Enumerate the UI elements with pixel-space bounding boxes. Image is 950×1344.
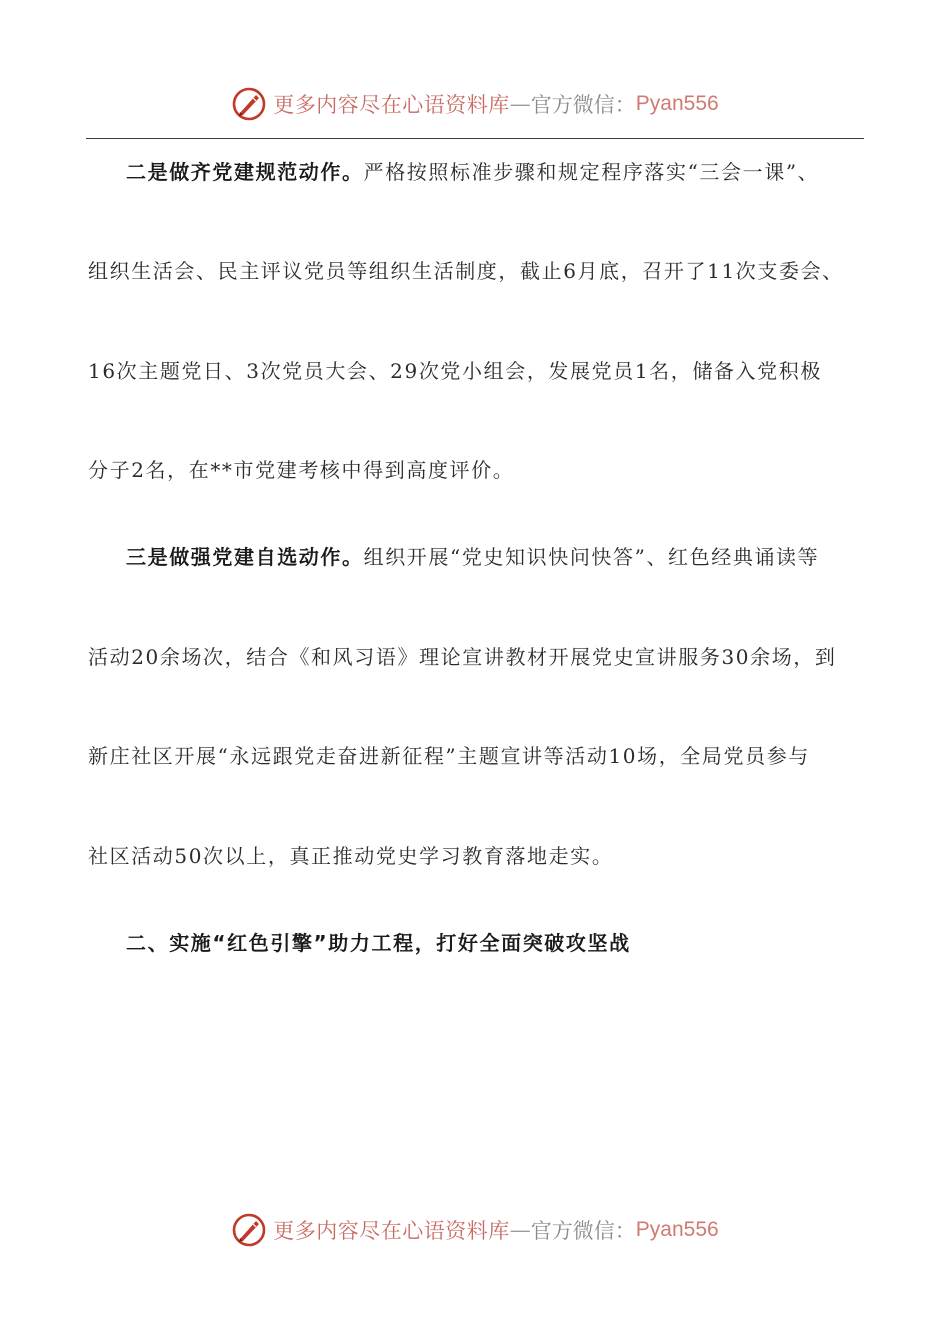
header-watermark (0, 82, 950, 126)
watermark-wechat-id: Pyan556 (635, 1218, 719, 1241)
para1-lead: 二是做齐党建规范动作。 (126, 160, 364, 184)
para2-lead: 三是做强党建自选动作。 (126, 545, 364, 569)
watermark-separator: — (509, 1218, 531, 1242)
watermark-brand-text: 更多内容尽在心语资料库 (273, 1219, 510, 1243)
para1-line1-rest: 严格按照标准步骤和规定程序落实“三会一课”、 (363, 160, 820, 184)
watermark-wechat-label: 官方微信： (530, 93, 636, 117)
watermark-separator: — (509, 92, 531, 116)
quill-pen-icon (231, 1212, 267, 1248)
footer-watermark (0, 1208, 950, 1252)
para1-line3: 16次主题党日、3次党员大会、29次党小组会，发展党员1名，储备入党积极 (88, 359, 822, 383)
watermark-brand-text: 更多内容尽在心语资料库 (273, 93, 510, 117)
para1-line1 (126, 157, 864, 187)
para1-line4: 分子2名，在**市党建考核中得到高度评价。 (88, 458, 515, 482)
para2-line1 (126, 542, 864, 572)
header-divider (86, 138, 864, 139)
watermark-wechat-label: 官方微信： (530, 1219, 636, 1243)
para2-line2: 活动20余场次，结合《和风习语》理论宣讲教材开展党史宣讲服务30余场，到 (88, 645, 837, 669)
quill-pen-icon (231, 86, 267, 122)
watermark-wechat-id: Pyan556 (635, 92, 719, 115)
para2-line4: 社区活动50次以上，真正推动党史学习教育落地走实。 (88, 844, 614, 868)
para1-line2: 组织生活会、民主评议党员等组织生活制度，截止6月底，召开了11次支委会、 (88, 259, 844, 283)
para2-line1-rest: 组织开展“党史知识快问快答”、红色经典诵读等 (363, 545, 820, 569)
section-heading: 二、实施“红色引擎”助力工程，打好全面突破攻坚战 (126, 931, 631, 955)
para2-line3: 新庄社区开展“永远跟党走奋进新征程”主题宣讲等活动10场，全局党员参与 (88, 744, 810, 768)
